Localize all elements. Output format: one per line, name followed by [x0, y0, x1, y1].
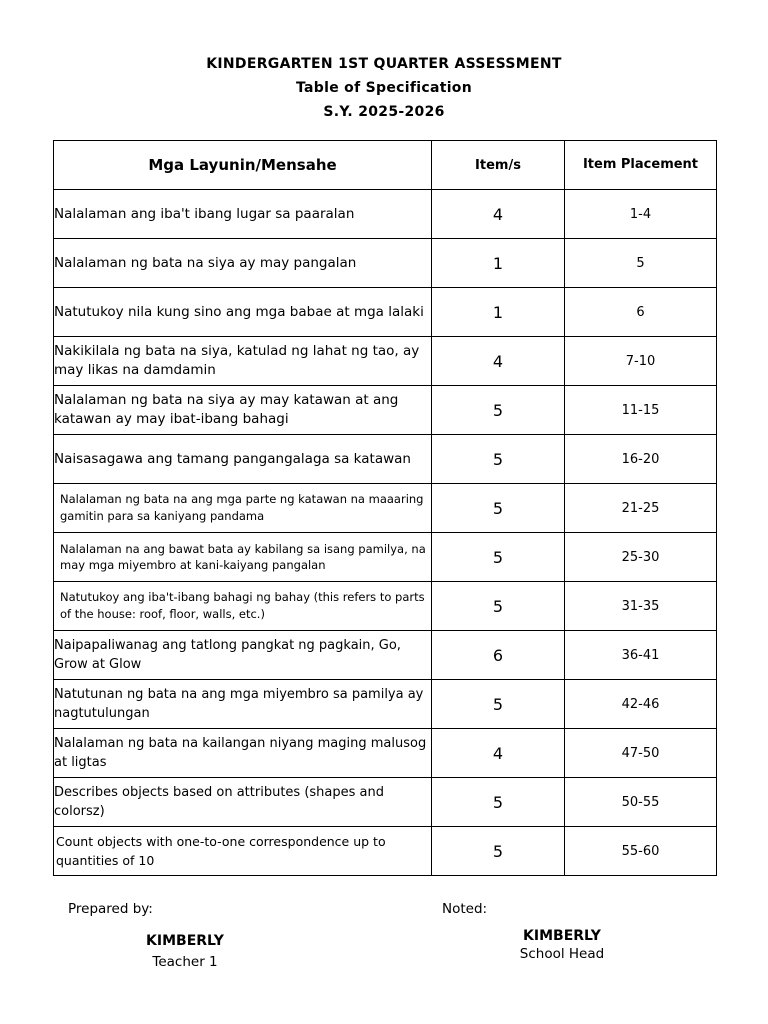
objective-cell: Nakikilala ng bata na siya, katulad ng lahat ng tao, ay may likas na damdamin [54, 337, 432, 386]
table-row [54, 337, 717, 386]
table-row [54, 190, 717, 239]
table-header-row [54, 141, 717, 190]
table-row [54, 386, 717, 435]
items-cell: 5 [432, 533, 565, 582]
table-row [54, 582, 717, 631]
placement-cell: 7-10 [565, 337, 717, 386]
document-subtitle: Table of Specification [296, 80, 472, 96]
table-row [54, 778, 717, 827]
items-cell: 5 [432, 484, 565, 533]
noter-name: KIMBERLY [523, 928, 601, 944]
objective-cell: Describes objects based on attributes (shapes and colorsz) [54, 778, 432, 827]
items-cell: 5 [432, 827, 565, 876]
table-row [54, 631, 717, 680]
document-title: KINDERGARTEN 1ST QUARTER ASSESSMENT [206, 56, 562, 72]
table-row [54, 680, 717, 729]
items-cell: 4 [432, 729, 565, 778]
objective-cell: Nalalaman ang iba't ibang lugar sa paaralan [54, 190, 432, 239]
header-items: Item/s [432, 141, 565, 190]
table-row [54, 729, 717, 778]
items-cell: 5 [432, 680, 565, 729]
objective-cell: Nalalaman ng bata na siya ay may katawan at ang katawan ay may ibat-ibang bahagi [54, 386, 432, 435]
table-row [54, 827, 717, 876]
objective-cell: Natutukoy nila kung sino ang mga babae at mga lalaki [54, 288, 432, 337]
objective-cell: Count objects with one-to-one correspondence up to quantities of 10 [54, 827, 432, 876]
preparer-name: KIMBERLY [146, 933, 224, 949]
objective-cell: Natutukoy ang iba't-ibang bahagi ng bahay (this refers to parts of the house: roof, floor, walls, etc.) [54, 582, 432, 631]
header-objectives: Mga Layunin/Mensahe [54, 141, 432, 190]
placement-cell: 36-41 [565, 631, 717, 680]
table-row [54, 239, 717, 288]
objective-cell: Nalalaman ng bata na kailangan niyang maging malusog at ligtas [54, 729, 432, 778]
items-cell: 4 [432, 337, 565, 386]
placement-cell: 1-4 [565, 190, 717, 239]
objective-cell: Nalalaman ng bata na ang mga parte ng katawan na maaaring gamitin para sa kaniyang pandama [54, 484, 432, 533]
specification-table [53, 140, 717, 876]
objective-cell: Naipapaliwanag ang tatlong pangkat ng pagkain, Go, Grow at Glow [54, 631, 432, 680]
placement-cell: 11-15 [565, 386, 717, 435]
placement-cell: 6 [565, 288, 717, 337]
preparer-role: Teacher 1 [152, 954, 218, 970]
objective-cell: Nalalaman ng bata na siya ay may pangalan [54, 239, 432, 288]
items-cell: 5 [432, 386, 565, 435]
school-year: S.Y. 2025-2026 [323, 104, 445, 120]
placement-cell: 47-50 [565, 729, 717, 778]
header-placement: Item Placement [565, 141, 717, 190]
prepared-by-label: Prepared by: [68, 901, 153, 917]
items-cell: 5 [432, 778, 565, 827]
items-cell: 5 [432, 435, 565, 484]
table-row [54, 435, 717, 484]
placement-cell: 55-60 [565, 827, 717, 876]
placement-cell: 42-46 [565, 680, 717, 729]
objective-cell: Natutunan ng bata na ang mga miyembro sa pamilya ay nagtutulungan [54, 680, 432, 729]
objective-cell: Naisasagawa ang tamang pangangalaga sa katawan [54, 435, 432, 484]
items-cell: 1 [432, 239, 565, 288]
placement-cell: 25-30 [565, 533, 717, 582]
placement-cell: 21-25 [565, 484, 717, 533]
objective-cell: Nalalaman na ang bawat bata ay kabilang sa isang pamilya, na may mga miyembro at kani-kaiyang pangalan [54, 533, 432, 582]
placement-cell: 16-20 [565, 435, 717, 484]
table-row [54, 533, 717, 582]
noted-label: Noted: [442, 901, 488, 917]
items-cell: 1 [432, 288, 565, 337]
items-cell: 5 [432, 582, 565, 631]
placement-cell: 50-55 [565, 778, 717, 827]
placement-cell: 5 [565, 239, 717, 288]
items-cell: 4 [432, 190, 565, 239]
noter-role: School Head [519, 946, 605, 962]
placement-cell: 31-35 [565, 582, 717, 631]
table-row [54, 484, 717, 533]
table-row [54, 288, 717, 337]
items-cell: 6 [432, 631, 565, 680]
